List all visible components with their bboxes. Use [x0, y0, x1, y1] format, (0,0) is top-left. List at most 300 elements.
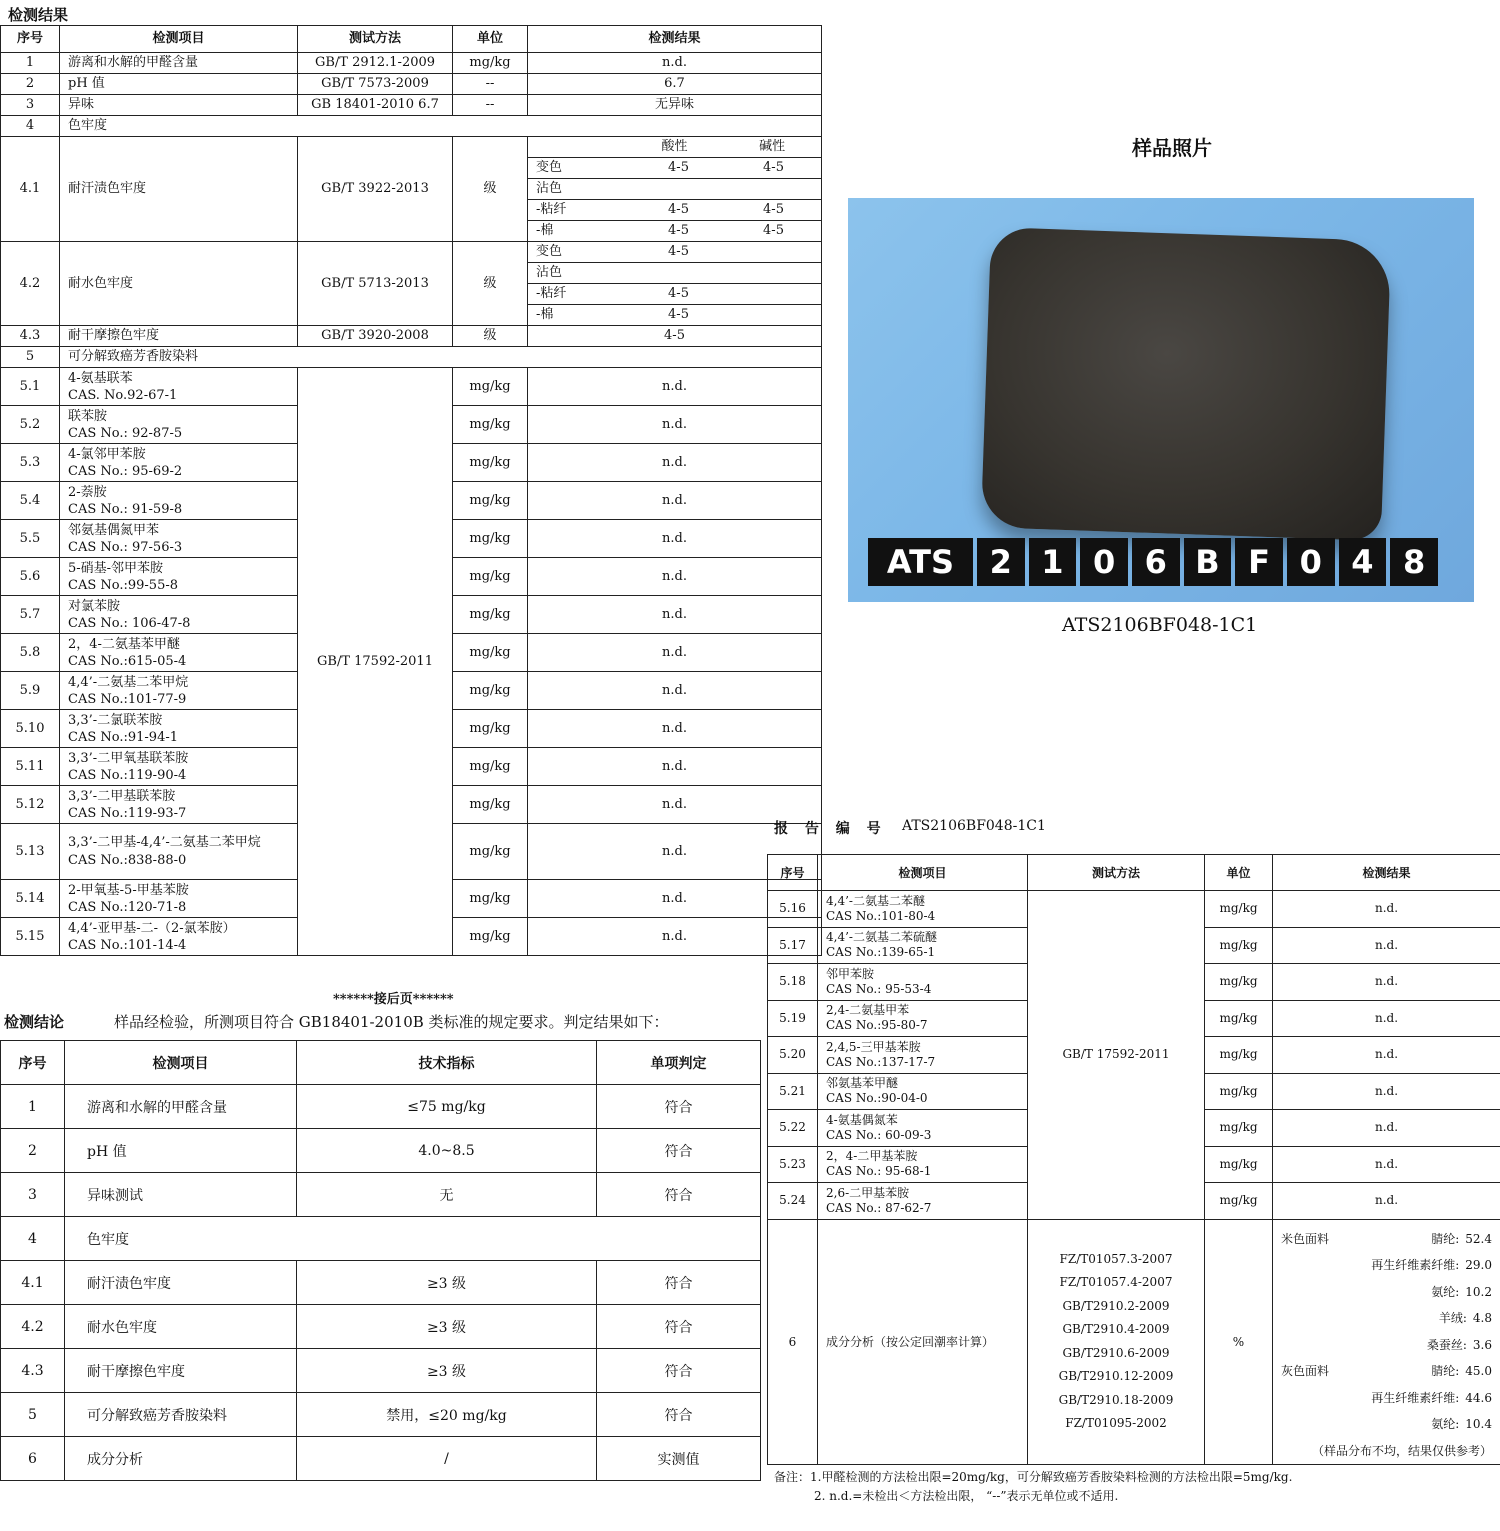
row-item: 成分分析（按公定回潮率计算） — [818, 1219, 1028, 1465]
tag-char: 0 — [1287, 538, 1335, 586]
table-row — [1, 1305, 761, 1349]
grade-value: 4-5 — [668, 223, 689, 238]
row-verdict: 符合 — [597, 1173, 761, 1217]
amine-cas: CAS No.:99-55-8 — [68, 577, 178, 593]
grade-value: 4-5 — [763, 160, 784, 175]
row-result: n.d. — [1273, 1183, 1500, 1220]
row-result: n.d. — [528, 482, 822, 520]
fiber-name: 再生纤维素纤维: — [1371, 1258, 1460, 1272]
conclusion-table — [0, 1040, 761, 1481]
fiber-name: 腈纶: — [1431, 1231, 1460, 1246]
row-seq: 5 — [1, 347, 60, 368]
conclusion-label: 检测结论 — [4, 1013, 65, 1031]
header-spec: 技术指标 — [297, 1041, 597, 1085]
stain-label: 沾色 — [536, 181, 563, 196]
sample-tag — [868, 538, 1438, 586]
row-result: n.d. — [528, 748, 822, 786]
header-item: 检测项目 — [60, 26, 298, 53]
grade-value: 4-5 — [763, 223, 784, 238]
amine-method: GB/T 17592-2011 — [298, 368, 453, 956]
amine-name: 2,4-二氨基甲苯 — [826, 1003, 910, 1018]
row-seq: 4.2 — [1, 242, 60, 326]
row-unit: -- — [453, 95, 528, 116]
colorfast-viscose — [528, 200, 822, 221]
fiber-value: 3.6 — [1472, 1337, 1492, 1352]
row-method: GB/T 3920-2008 — [298, 326, 453, 347]
fiber-value: 10.2 — [1465, 1284, 1492, 1299]
amine-name: 4-氨基联苯 — [68, 370, 133, 386]
amine-cas: CAS No.: 97-56-3 — [68, 539, 183, 555]
grade-value: 4-5 — [668, 160, 689, 175]
table-row — [1, 74, 822, 95]
photo-caption: ATS2106BF048-1C1 — [1062, 614, 1258, 636]
row-result: n.d. — [528, 824, 822, 880]
table-row — [1, 242, 822, 263]
row-unit: mg/kg — [1205, 964, 1273, 1001]
row-unit: % — [1205, 1219, 1273, 1465]
amine-name: 4,4’-亚甲基-二-（2-氯苯胺） — [68, 920, 236, 936]
alkali-label: 碱性 — [759, 139, 786, 154]
cotton-label: -棉 — [536, 307, 554, 322]
amine-cas: CAS No.:615-05-4 — [68, 653, 187, 669]
row-result: n.d. — [528, 520, 822, 558]
amine-cas: CAS No.:91-94-1 — [68, 729, 178, 745]
amine-name: 2-甲氧基-5-甲基苯胺 — [68, 882, 189, 898]
tag-char: 4 — [1339, 538, 1387, 586]
table-row — [1, 1393, 761, 1437]
row-unit: mg/kg — [1205, 1110, 1273, 1147]
footnote-1: 备注：1.甲醛检测的方法检出限=20mg/kg，可分解致癌芳香胺染料检测的方法检出限=5mg/kg. — [774, 1470, 1293, 1484]
colorfast-viscose — [528, 284, 822, 305]
amine-name: 2,6-二甲基苯胺 — [826, 1185, 910, 1200]
colorfast-change — [528, 158, 822, 179]
row-seq: 5.17 — [768, 927, 818, 964]
row-item: 耐干摩擦色牢度 — [60, 326, 298, 347]
row-spec: 无 — [297, 1173, 597, 1217]
amine-cas: CAS No.: 95-69-2 — [68, 463, 183, 479]
row-result: n.d. — [528, 918, 822, 956]
row-seq: 4.3 — [1, 1349, 65, 1393]
row-result: n.d. — [528, 368, 822, 406]
grade-value: 4-5 — [668, 202, 689, 217]
row-seq: 5.16 — [768, 891, 818, 928]
row-result: n.d. — [528, 672, 822, 710]
row-seq: 4 — [1, 1217, 65, 1261]
table-row — [1, 137, 822, 158]
row-item: 耐水色牢度 — [65, 1305, 297, 1349]
row-spec: ≥3 级 — [297, 1261, 597, 1305]
amine-cas: CAS No.:119-93-7 — [68, 805, 187, 821]
amine-name: 4-氯邻甲苯胺 — [68, 446, 146, 462]
row-seq: 5.19 — [768, 1000, 818, 1037]
row-unit: mg/kg — [453, 748, 528, 786]
amine-name: 3,3’-二甲基联苯胺 — [68, 788, 176, 804]
row-seq: 4.3 — [1, 326, 60, 347]
row-unit: mg/kg — [453, 368, 528, 406]
report-number: ATS2106BF048-1C1 — [902, 818, 1046, 834]
row-seq: 5.2 — [1, 406, 60, 444]
row-item: pH 值 — [65, 1129, 297, 1173]
row-result: n.d. — [528, 53, 822, 74]
amine-cas: CAS No.:120-71-8 — [68, 899, 187, 915]
row-item: 可分解致癌芳香胺染料 — [65, 1393, 297, 1437]
amine-name: 4,4’-二氨基二苯醚 — [826, 893, 925, 908]
amine-cas: CAS. No.92-67-1 — [68, 387, 178, 403]
row-seq: 5.11 — [1, 748, 60, 786]
row-unit: 级 — [453, 326, 528, 347]
row-unit: mg/kg — [1205, 927, 1273, 964]
row-method: GB/T 5713-2013 — [298, 242, 453, 326]
row-seq: 5.4 — [1, 482, 60, 520]
row-item: 游离和水解的甲醛含量 — [65, 1085, 297, 1129]
method-standard: FZ/T01057.3-2007 — [1059, 1251, 1173, 1266]
row-result: 4-5 — [528, 326, 822, 347]
row-unit: mg/kg — [453, 53, 528, 74]
table-row — [1, 1173, 761, 1217]
fiber-value: 4.8 — [1472, 1311, 1492, 1325]
grade-value: 4-5 — [668, 244, 689, 259]
table-row — [1, 95, 822, 116]
row-spec: 4.0~8.5 — [297, 1129, 597, 1173]
table-row — [768, 891, 1500, 928]
fiber-name: 腈纶: — [1431, 1364, 1460, 1378]
row-item: 色牢度 — [65, 1217, 761, 1261]
change-label: 变色 — [536, 244, 563, 259]
row-seq: 3 — [1, 1173, 65, 1217]
fiber-value: 10.4 — [1465, 1417, 1492, 1431]
fiber-value: 29.0 — [1465, 1258, 1492, 1272]
amine-cas: CAS No.:101-80-4 — [826, 908, 936, 923]
row-unit: mg/kg — [453, 634, 528, 672]
row-seq: 1 — [1, 1085, 65, 1129]
row-verdict: 符合 — [597, 1261, 761, 1305]
row-seq: 5.7 — [1, 596, 60, 634]
row-unit: mg/kg — [453, 786, 528, 824]
header-seq: 序号 — [768, 855, 818, 891]
row-unit: mg/kg — [453, 918, 528, 956]
amine-name: 邻甲苯胺 — [826, 966, 875, 981]
fiber-value: 45.0 — [1465, 1364, 1492, 1378]
header-method: 测试方法 — [1028, 855, 1205, 891]
amine-name: 4-氨基偶氮苯 — [826, 1112, 898, 1127]
colorfast-stain — [528, 179, 822, 200]
row-seq: 4 — [1, 116, 60, 137]
row-seq: 4.2 — [1, 1305, 65, 1349]
composition-row — [768, 1219, 1500, 1465]
row-method: GB/T 3922-2013 — [298, 137, 453, 242]
row-result: n.d. — [1273, 1037, 1500, 1074]
table-row — [1, 1349, 761, 1393]
row-unit: mg/kg — [1205, 1073, 1273, 1110]
row-method: GB/T 7573-2009 — [298, 74, 453, 95]
row-item: 异味 — [60, 95, 298, 116]
row-unit: mg/kg — [1205, 1146, 1273, 1183]
header-verdict: 单项判定 — [597, 1041, 761, 1085]
row-unit: mg/kg — [453, 520, 528, 558]
tag-char: F — [1235, 538, 1283, 586]
row-seq: 5.22 — [768, 1110, 818, 1147]
row-spec: / — [297, 1437, 597, 1481]
row-seq: 5.5 — [1, 520, 60, 558]
row-unit: mg/kg — [453, 444, 528, 482]
amine-cas: CAS No.: 91-59-8 — [68, 501, 183, 517]
fiber-name: 氨纶: — [1431, 1417, 1460, 1431]
row-unit: mg/kg — [1205, 891, 1273, 928]
method-standard: FZ/T01057.4-2007 — [1059, 1275, 1173, 1290]
table-row — [1, 1437, 761, 1481]
row-unit: 级 — [453, 242, 528, 326]
tag-char: 2 — [977, 538, 1025, 586]
amine-cas: CAS No.:101-14-4 — [68, 937, 187, 953]
row-item: 游离和水解的甲醛含量 — [60, 53, 298, 74]
row-seq: 5 — [1, 1393, 65, 1437]
colorfast-cotton — [528, 305, 822, 326]
table-row — [1, 1217, 761, 1261]
row-spec: 禁用，≤20 mg/kg — [297, 1393, 597, 1437]
footnote-2: 2. n.d.=未检出＜方法检出限， “--”表示无单位或不适用. — [814, 1489, 1119, 1503]
row-seq: 4.1 — [1, 137, 60, 242]
grade-value: 4-5 — [668, 307, 689, 322]
row-item: 耐汗渍色牢度 — [65, 1261, 297, 1305]
amine-cas: CAS No.:95-80-7 — [826, 1018, 928, 1033]
change-label: 变色 — [536, 160, 563, 175]
amine-method: GB/T 17592-2011 — [1028, 891, 1205, 1220]
grey-fabric-label: 灰色面料 — [1281, 1364, 1330, 1378]
row-unit: mg/kg — [1205, 1183, 1273, 1220]
stain-label: 沾色 — [536, 265, 563, 280]
tag-char: ATS — [868, 538, 973, 586]
method-standard: GB/T2910.18-2009 — [1058, 1392, 1174, 1407]
amine-name: 4,4’-二氨基二苯甲烷 — [68, 674, 189, 690]
colorfast-stain — [528, 263, 822, 284]
row-result: n.d. — [1273, 891, 1500, 928]
row-result: n.d. — [1273, 1073, 1500, 1110]
results-table-main — [0, 25, 822, 956]
amine-cas: CAS No.: 106-47-8 — [68, 615, 191, 631]
row-result: n.d. — [528, 558, 822, 596]
row-seq: 6 — [1, 1437, 65, 1481]
row-seq: 5.14 — [1, 880, 60, 918]
colorfast-cotton — [528, 221, 822, 242]
fiber-name: 氨纶: — [1431, 1284, 1460, 1299]
row-seq: 5.18 — [768, 964, 818, 1001]
fiber-name: 再生纤维素纤维: — [1371, 1390, 1460, 1405]
row-unit: -- — [453, 74, 528, 95]
row-seq: 3 — [1, 95, 60, 116]
header-unit: 单位 — [1205, 855, 1273, 891]
fiber-name: 桑蚕丝: — [1426, 1337, 1467, 1352]
composition-results — [1273, 1219, 1500, 1465]
row-seq: 5.13 — [1, 824, 60, 880]
acid-label: 酸性 — [661, 139, 688, 154]
amine-name: 2，4-二甲基苯胺 — [826, 1149, 918, 1164]
row-result: n.d. — [528, 634, 822, 672]
header-item: 检测项目 — [818, 855, 1028, 891]
amine-name: 3,3’-二甲氧基联苯胺 — [68, 750, 189, 766]
row-seq: 2 — [1, 1129, 65, 1173]
row-unit: mg/kg — [453, 880, 528, 918]
row-result: n.d. — [528, 596, 822, 634]
row-item: 耐汗渍色牢度 — [60, 137, 298, 242]
row-result: n.d. — [1273, 1146, 1500, 1183]
row-seq: 1 — [1, 53, 60, 74]
amine-name: 3,3’-二氯联苯胺 — [68, 712, 163, 728]
row-item: 耐干摩擦色牢度 — [65, 1349, 297, 1393]
header-result: 检测结果 — [528, 26, 822, 53]
header-method: 测试方法 — [298, 26, 453, 53]
amine-name: 5-硝基-邻甲苯胺 — [68, 560, 164, 576]
amine-cas: CAS No.: 95-68-1 — [826, 1164, 932, 1179]
viscose-label: -粘纤 — [536, 202, 567, 217]
row-seq: 5.15 — [1, 918, 60, 956]
row-seq: 5.1 — [1, 368, 60, 406]
row-unit: mg/kg — [453, 596, 528, 634]
amine-cas: CAS No.:101-77-9 — [68, 691, 187, 707]
row-item: 可分解致癌芳香胺染料 — [60, 347, 822, 368]
table-row — [1, 116, 822, 137]
row-result: 无异味 — [528, 95, 822, 116]
table-row — [1, 347, 822, 368]
header-seq: 序号 — [1, 26, 60, 53]
header-result: 检测结果 — [1273, 855, 1500, 891]
method-standard: GB/T2910.4-2009 — [1062, 1322, 1170, 1337]
table-row — [1, 1261, 761, 1305]
row-verdict: 符合 — [597, 1305, 761, 1349]
tag-char: 1 — [1029, 538, 1077, 586]
row-method: GB/T 2912.1-2009 — [298, 53, 453, 74]
results-table-continued — [767, 854, 1500, 1465]
amine-cas: CAS No.: 87-62-7 — [826, 1200, 932, 1215]
colorfast-subheader — [528, 137, 822, 158]
sample-photo — [848, 198, 1474, 602]
fabric-sample-image — [981, 227, 1391, 541]
row-unit: mg/kg — [453, 406, 528, 444]
row-seq: 4.1 — [1, 1261, 65, 1305]
cotton-label: -棉 — [536, 223, 554, 238]
row-unit: mg/kg — [1205, 1000, 1273, 1037]
table-row — [1, 1129, 761, 1173]
row-spec: ≥3 级 — [297, 1305, 597, 1349]
amine-cas: CAS No.: 60-09-3 — [826, 1127, 932, 1142]
row-seq: 5.6 — [1, 558, 60, 596]
amine-name: 2-萘胺 — [68, 484, 107, 500]
row-unit: mg/kg — [453, 672, 528, 710]
table-row — [1, 368, 822, 406]
tag-char: 8 — [1390, 538, 1438, 586]
amine-cas: CAS No.:838-88-0 — [68, 852, 187, 868]
row-result: n.d. — [1273, 1000, 1500, 1037]
row-seq: 2 — [1, 74, 60, 95]
amine-name: 联苯胺 — [68, 408, 108, 424]
table-row — [1, 53, 822, 74]
row-seq: 5.23 — [768, 1146, 818, 1183]
table-row — [1, 1085, 761, 1129]
method-standard: GB/T2910.2-2009 — [1062, 1298, 1170, 1313]
row-verdict: 实测值 — [597, 1437, 761, 1481]
method-standard: GB/T2910.12-2009 — [1058, 1369, 1174, 1384]
amine-name: 2,4,5-三甲基苯胺 — [826, 1039, 921, 1054]
photo-title: 样品照片 — [1132, 136, 1212, 160]
grade-value: 4-5 — [668, 286, 689, 301]
row-seq: 5.10 — [1, 710, 60, 748]
row-result: n.d. — [1273, 927, 1500, 964]
grade-value: 4-5 — [763, 202, 784, 217]
row-verdict: 符合 — [597, 1085, 761, 1129]
header-item: 检测项目 — [65, 1041, 297, 1085]
row-unit: 级 — [453, 137, 528, 242]
composition-note: （样品分布不均，结果仅供参考） — [1311, 1443, 1492, 1458]
conclusion-text: 样品经检验，所测项目符合 GB18401-2010B 类标准的规定要求。判定结果如下： — [114, 1013, 669, 1031]
row-result: n.d. — [528, 710, 822, 748]
row-seq: 5.20 — [768, 1037, 818, 1074]
method-standard: GB/T2910.6-2009 — [1062, 1345, 1170, 1360]
row-method: GB 18401-2010 6.7 — [298, 95, 453, 116]
row-seq: 5.24 — [768, 1183, 818, 1220]
beige-fabric-label: 米色面料 — [1281, 1231, 1330, 1246]
continued-marker: ******接后页****** — [333, 992, 454, 1007]
tag-char: B — [1184, 538, 1232, 586]
tag-char: 0 — [1080, 538, 1128, 586]
row-seq: 5.12 — [1, 786, 60, 824]
report-number-label: 报 告 编 号 — [774, 821, 887, 837]
row-result: n.d. — [1273, 1110, 1500, 1147]
row-unit: mg/kg — [453, 558, 528, 596]
tag-char: 6 — [1132, 538, 1180, 586]
row-verdict: 符合 — [597, 1393, 761, 1437]
amine-name: 对氯苯胺 — [68, 598, 121, 614]
table-row — [1, 326, 822, 347]
row-verdict: 符合 — [597, 1129, 761, 1173]
row-spec: ≤75 mg/kg — [297, 1085, 597, 1129]
row-result: n.d. — [528, 880, 822, 918]
row-result: n.d. — [528, 406, 822, 444]
row-seq: 5.3 — [1, 444, 60, 482]
row-result: n.d. — [528, 786, 822, 824]
row-spec: ≥3 级 — [297, 1349, 597, 1393]
viscose-label: -粘纤 — [536, 286, 567, 301]
amine-name: 邻氨基苯甲醚 — [826, 1076, 899, 1091]
row-seq: 5.21 — [768, 1073, 818, 1110]
row-seq: 6 — [768, 1219, 818, 1465]
method-standard: FZ/T01095-2002 — [1065, 1416, 1167, 1431]
fiber-value: 44.6 — [1465, 1390, 1492, 1405]
row-seq: 5.9 — [1, 672, 60, 710]
amine-cas: CAS No.:119-90-4 — [68, 767, 187, 783]
row-unit: mg/kg — [453, 824, 528, 880]
row-result: 6.7 — [528, 74, 822, 95]
fiber-value: 52.4 — [1465, 1231, 1492, 1246]
amine-name: 邻氨基偶氮甲苯 — [68, 522, 160, 538]
amine-cas: CAS No.:137-17-7 — [826, 1054, 936, 1069]
composition-methods — [1028, 1219, 1205, 1465]
header-unit: 单位 — [453, 26, 528, 53]
row-item: pH 值 — [60, 74, 298, 95]
amine-name: 3,3’-二甲基-4,4’-二氨基二苯甲烷 — [68, 834, 261, 850]
row-result: n.d. — [528, 444, 822, 482]
amine-name: 4,4’-二氨基二苯硫醚 — [826, 930, 937, 945]
row-unit: mg/kg — [453, 710, 528, 748]
row-item: 异味测试 — [65, 1173, 297, 1217]
row-verdict: 符合 — [597, 1349, 761, 1393]
header-seq: 序号 — [1, 1041, 65, 1085]
row-seq: 5.8 — [1, 634, 60, 672]
row-unit: mg/kg — [1205, 1037, 1273, 1074]
row-item: 色牢度 — [60, 116, 822, 137]
row-result: n.d. — [1273, 964, 1500, 1001]
amine-cas: CAS No.:90-04-0 — [826, 1091, 928, 1106]
amine-cas: CAS No.: 95-53-4 — [826, 981, 932, 996]
row-item: 耐水色牢度 — [60, 242, 298, 326]
